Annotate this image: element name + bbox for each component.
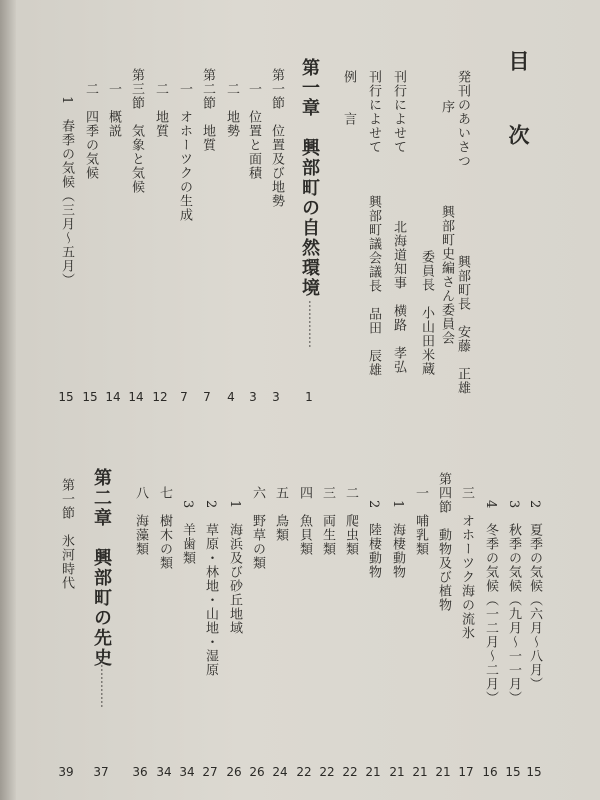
toc-entry: 1 海浜及び砂丘地域 <box>227 500 242 636</box>
toc-entry-page: 3 <box>272 390 280 404</box>
toc-entry-page: 39 <box>58 765 74 779</box>
front-kankou-1-author: 北海道知事 横路 孝弘 <box>391 220 406 374</box>
toc-entry-page: 22 <box>342 765 358 779</box>
toc-entry: 4 冬季の気候（一二月～二月） <box>483 500 498 706</box>
toc-entry-page: 7 <box>180 390 188 404</box>
toc-entry: 第三節 気象と気候 <box>129 68 144 194</box>
toc-entry: 2 陸棲動物 <box>366 500 381 580</box>
chapter2-title: 第二章 興部町の先史 <box>91 468 112 668</box>
toc-entry-page: 26 <box>249 765 265 779</box>
toc-entry-page: 21 <box>389 765 405 779</box>
toc-entry-page: 4 <box>227 390 235 404</box>
chapter1-title-leader: ⋯⋯⋯⋯ <box>303 300 317 348</box>
toc-entry-page: 14 <box>128 390 144 404</box>
toc-entry-page: 7 <box>203 390 211 404</box>
toc-entry-page: 34 <box>179 765 195 779</box>
toc-entry: 三 両生類 <box>320 486 335 556</box>
front-aisatsu-author: 興部町長 安藤 正雄 <box>455 255 470 395</box>
toc-entry: 一 オホーツクの生成 <box>177 82 192 222</box>
toc-entry: 2 草原・林地・山地・湿原 <box>203 500 218 678</box>
book-gutter-shadow <box>0 0 16 800</box>
toc-entry: 一 位置と面積 <box>246 82 261 180</box>
toc-entry-page: 15 <box>82 390 98 404</box>
toc-entry: 第一節 氷河時代 <box>59 478 74 590</box>
toc-entry: 2 夏季の気候（六月～八月） <box>527 500 542 692</box>
toc-entry-page: 36 <box>132 765 148 779</box>
toc-entry-page: 22 <box>296 765 312 779</box>
toc-entry: 1 海棲動物 <box>390 500 405 580</box>
toc-entry-page: 21 <box>365 765 381 779</box>
toc-entry-page: 24 <box>272 765 288 779</box>
toc-entry: 一 哺乳類 <box>413 486 428 556</box>
toc-entry-page: 15 <box>526 765 542 779</box>
toc-entry: 第二節 地質 <box>200 68 215 152</box>
toc-entry: 三 オホーツク海の流氷 <box>459 486 474 640</box>
toc-entry-page: 16 <box>482 765 498 779</box>
toc-entry-page: 14 <box>105 390 121 404</box>
toc-entry-page: 34 <box>156 765 172 779</box>
front-kankou-2: 刊行によせて <box>366 70 381 154</box>
toc-entry: 1 春季の気候（三月～五月） <box>59 96 74 288</box>
toc-entry: 3 秋季の気候（九月～一一月） <box>506 500 521 706</box>
toc-entry: 五 鳥類 <box>273 486 288 542</box>
toc-entry-page: 3 <box>249 390 257 404</box>
toc-entry: 二 四季の気候 <box>83 82 98 180</box>
toc-entry: 第一節 位置及び地勢 <box>269 68 284 208</box>
toc-entry: 七 樹木の類 <box>157 486 172 570</box>
toc-entry-page: 21 <box>435 765 451 779</box>
front-jo-author: 委員長 小山田米蔵 <box>419 250 434 376</box>
chapter2-title-page: 37 <box>93 765 109 779</box>
toc-entry-page: 15 <box>505 765 521 779</box>
chapter1-title-page: 1 <box>305 390 313 404</box>
toc-entry: 八 海藻類 <box>133 486 148 556</box>
chapter2-title-leader: ⋯⋯⋯⋯ <box>95 660 109 708</box>
toc-entry: 六 野草の類 <box>250 486 265 570</box>
toc-entry-page: 26 <box>226 765 242 779</box>
toc-entry-page: 27 <box>202 765 218 779</box>
toc-entry: 四 魚貝類 <box>297 486 312 556</box>
toc-entry: 一 概説 <box>106 82 121 138</box>
toc-entry-page: 22 <box>319 765 335 779</box>
toc-entry-page: 15 <box>58 390 74 404</box>
toc-entry-page: 12 <box>152 390 168 404</box>
front-aisatsu: 発刊のあいさつ <box>455 70 470 168</box>
front-jo: 序 <box>439 100 454 114</box>
front-kankou-2-author: 興部町議会議長 品田 辰雄 <box>366 195 381 377</box>
toc-entry: 二 地質 <box>153 82 168 138</box>
toc-entry: 第四節 動物及び植物 <box>436 472 451 612</box>
front-reigen: 例 言 <box>341 70 356 126</box>
front-jo-author-org: 興部町史編さん委員会 <box>439 205 454 345</box>
toc-entry: 3 羊歯類 <box>180 500 195 566</box>
toc-heading: 目 次 <box>506 50 531 161</box>
toc-entry: 二 地勢 <box>224 82 239 138</box>
toc-entry: 二 爬虫類 <box>343 486 358 556</box>
chapter1-title: 第一章 興部町の自然環境 <box>299 58 320 298</box>
toc-entry-page: 17 <box>458 765 474 779</box>
front-kankou-1: 刊行によせて <box>391 70 406 154</box>
toc-entry-page: 21 <box>412 765 428 779</box>
